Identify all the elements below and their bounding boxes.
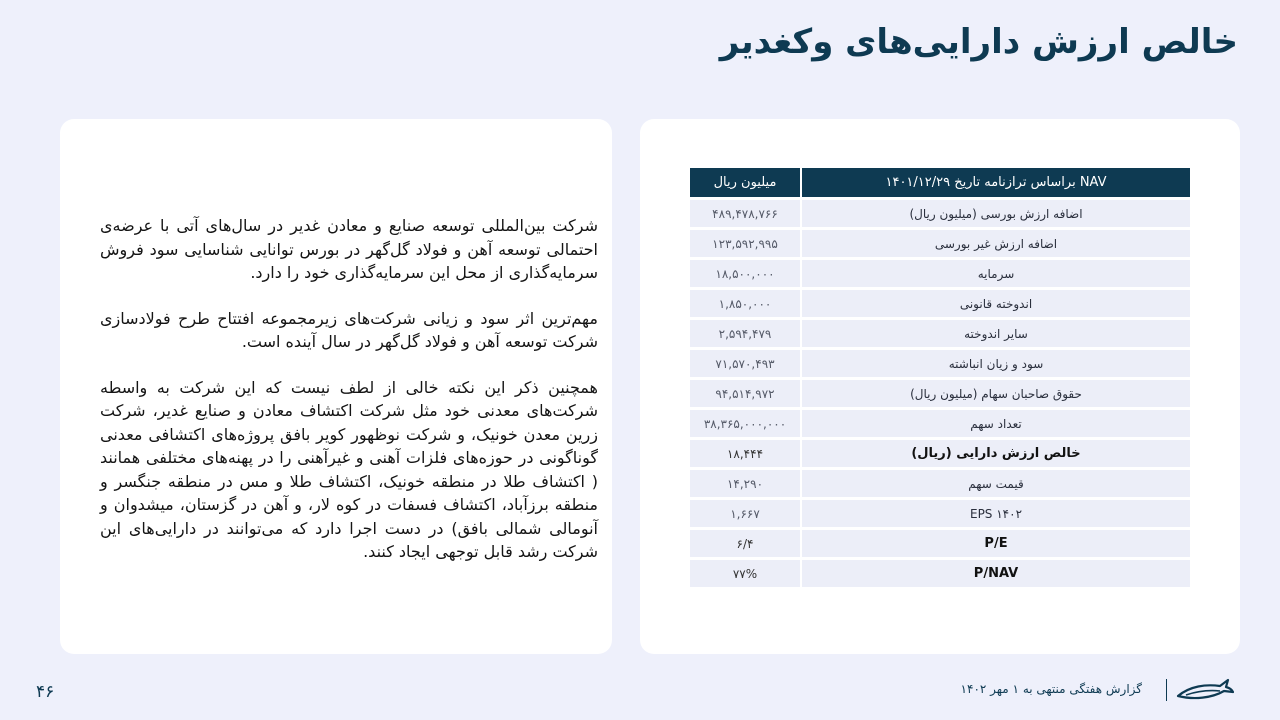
row-value: ۱,۸۵۰,۰۰۰ [690, 290, 800, 317]
row-value: ۳۸,۳۶۵,۰۰۰,۰۰۰ [690, 410, 800, 437]
row-label: اندوخته قانونی [800, 290, 1190, 317]
row-label: حقوق صاحبان سهام (میلیون ریال) [800, 380, 1190, 407]
row-value: ۶/۴ [690, 530, 800, 557]
row-label: EPS ۱۴۰۲ [800, 500, 1190, 527]
row-label: اضافه ارزش بورسی (میلیون ریال) [800, 200, 1190, 227]
row-value: ۱۸,۴۴۴ [690, 440, 800, 467]
row-value: ۱۸,۵۰۰,۰۰۰ [690, 260, 800, 287]
table-row-pnav [690, 560, 1190, 587]
table-row-pe [690, 530, 1190, 557]
paragraph: همچنین ذکر این نکته خالی از لطف نیست که این شرکت به واسطه شرکت‌های معدنی خود مثل شرکت اکتشاف معادن و صنایع غدیر، شرکت زرین معدن خونیک، و شرکت نوظهور کویر بافق پروژه‌های اکتشافی معدنی گوناگونی در حوزه‌های فلزات آهنی و غیرآهنی را در پهنه‌های مختلفی همانند ( اکتشاف طلا در منطقه خونیک، اکتشاف طلا و مس در منطقه جنگسر و منطقه برزآباد، اکتشاف فسفات در کوه لار، و آهن در گزستان، میشدوان و آنومالی شمالی بافق) در دست اجرا دارد که می‌توانند در دارایی‌های این شرکت رشد قابل توجهی ایجاد کنند. [100, 377, 598, 561]
table-header-unit: میلیون ریال [690, 168, 800, 197]
table-row [690, 350, 1190, 377]
row-label: P/E [800, 530, 1190, 557]
table-row-nav-total [690, 440, 1190, 467]
table-row [690, 260, 1190, 287]
bird-logo-icon [1176, 676, 1234, 704]
table-row [690, 410, 1190, 437]
row-label: خالص ارزش دارایی (ریال) [800, 440, 1190, 467]
paragraph: مهم‌ترین اثر سود و زیانی شرکت‌های زیرمجموعه افتتاح طرح فولادسازی شرکت توسعه آهن و فولاد گل‌گهر در سال آینده است. [100, 308, 598, 351]
footer-divider [1166, 679, 1167, 701]
row-label: اضافه ارزش غیر بورسی [800, 230, 1190, 257]
table-row [690, 380, 1190, 407]
table-header-label: NAV براساس ترازنامه تاریخ ۱۴۰۱/۱۲/۲۹ [800, 168, 1190, 197]
row-value: ۱۴,۲۹۰ [690, 470, 800, 497]
table-row [690, 200, 1190, 227]
table-row [690, 500, 1190, 527]
row-value: ۷۷% [690, 560, 800, 587]
row-label: سایر اندوخته [800, 320, 1190, 347]
table-row [690, 230, 1190, 257]
nav-table [690, 165, 1190, 590]
row-value: ۴۸۹,۴۷۸,۷۶۶ [690, 200, 800, 227]
row-value: ۱,۶۶۷ [690, 500, 800, 527]
nav-table-card [640, 119, 1240, 654]
table-row [690, 470, 1190, 497]
table-header-row [690, 168, 1190, 197]
row-label: تعداد سهم [800, 410, 1190, 437]
table-row [690, 290, 1190, 317]
page-title: خالص ارزش دارایی‌های وکغدیر [719, 22, 1238, 62]
description-card [60, 119, 612, 654]
row-label: سود و زیان انباشته [800, 350, 1190, 377]
description-text [100, 214, 598, 586]
table-row [690, 320, 1190, 347]
page-number: ۴۶ [36, 682, 55, 702]
row-value: ۷۱,۵۷۰,۴۹۳ [690, 350, 800, 377]
row-value: ۱۲۳,۵۹۲,۹۹۵ [690, 230, 800, 257]
report-caption: گزارش هفتگی منتهی به ۱ مهر ۱۴۰۲ [960, 682, 1142, 696]
row-value: ۲,۵۹۴,۴۷۹ [690, 320, 800, 347]
row-value: ۹۴,۵۱۴,۹۷۲ [690, 380, 800, 407]
paragraph: شرکت بین‌المللی توسعه صنایع و معادن غدیر در سال‌های آتی با عرضه‌ی احتمالی توسعه آهن و فولاد گل‌گهر در بورس توانایی شناسایی سود فروش سرمایه‌گذاری از محل این سرمایه‌گذاری خود را دارد. [100, 216, 598, 282]
row-label: سرمایه [800, 260, 1190, 287]
row-label: قیمت سهم [800, 470, 1190, 497]
row-label: P/NAV [800, 560, 1190, 587]
